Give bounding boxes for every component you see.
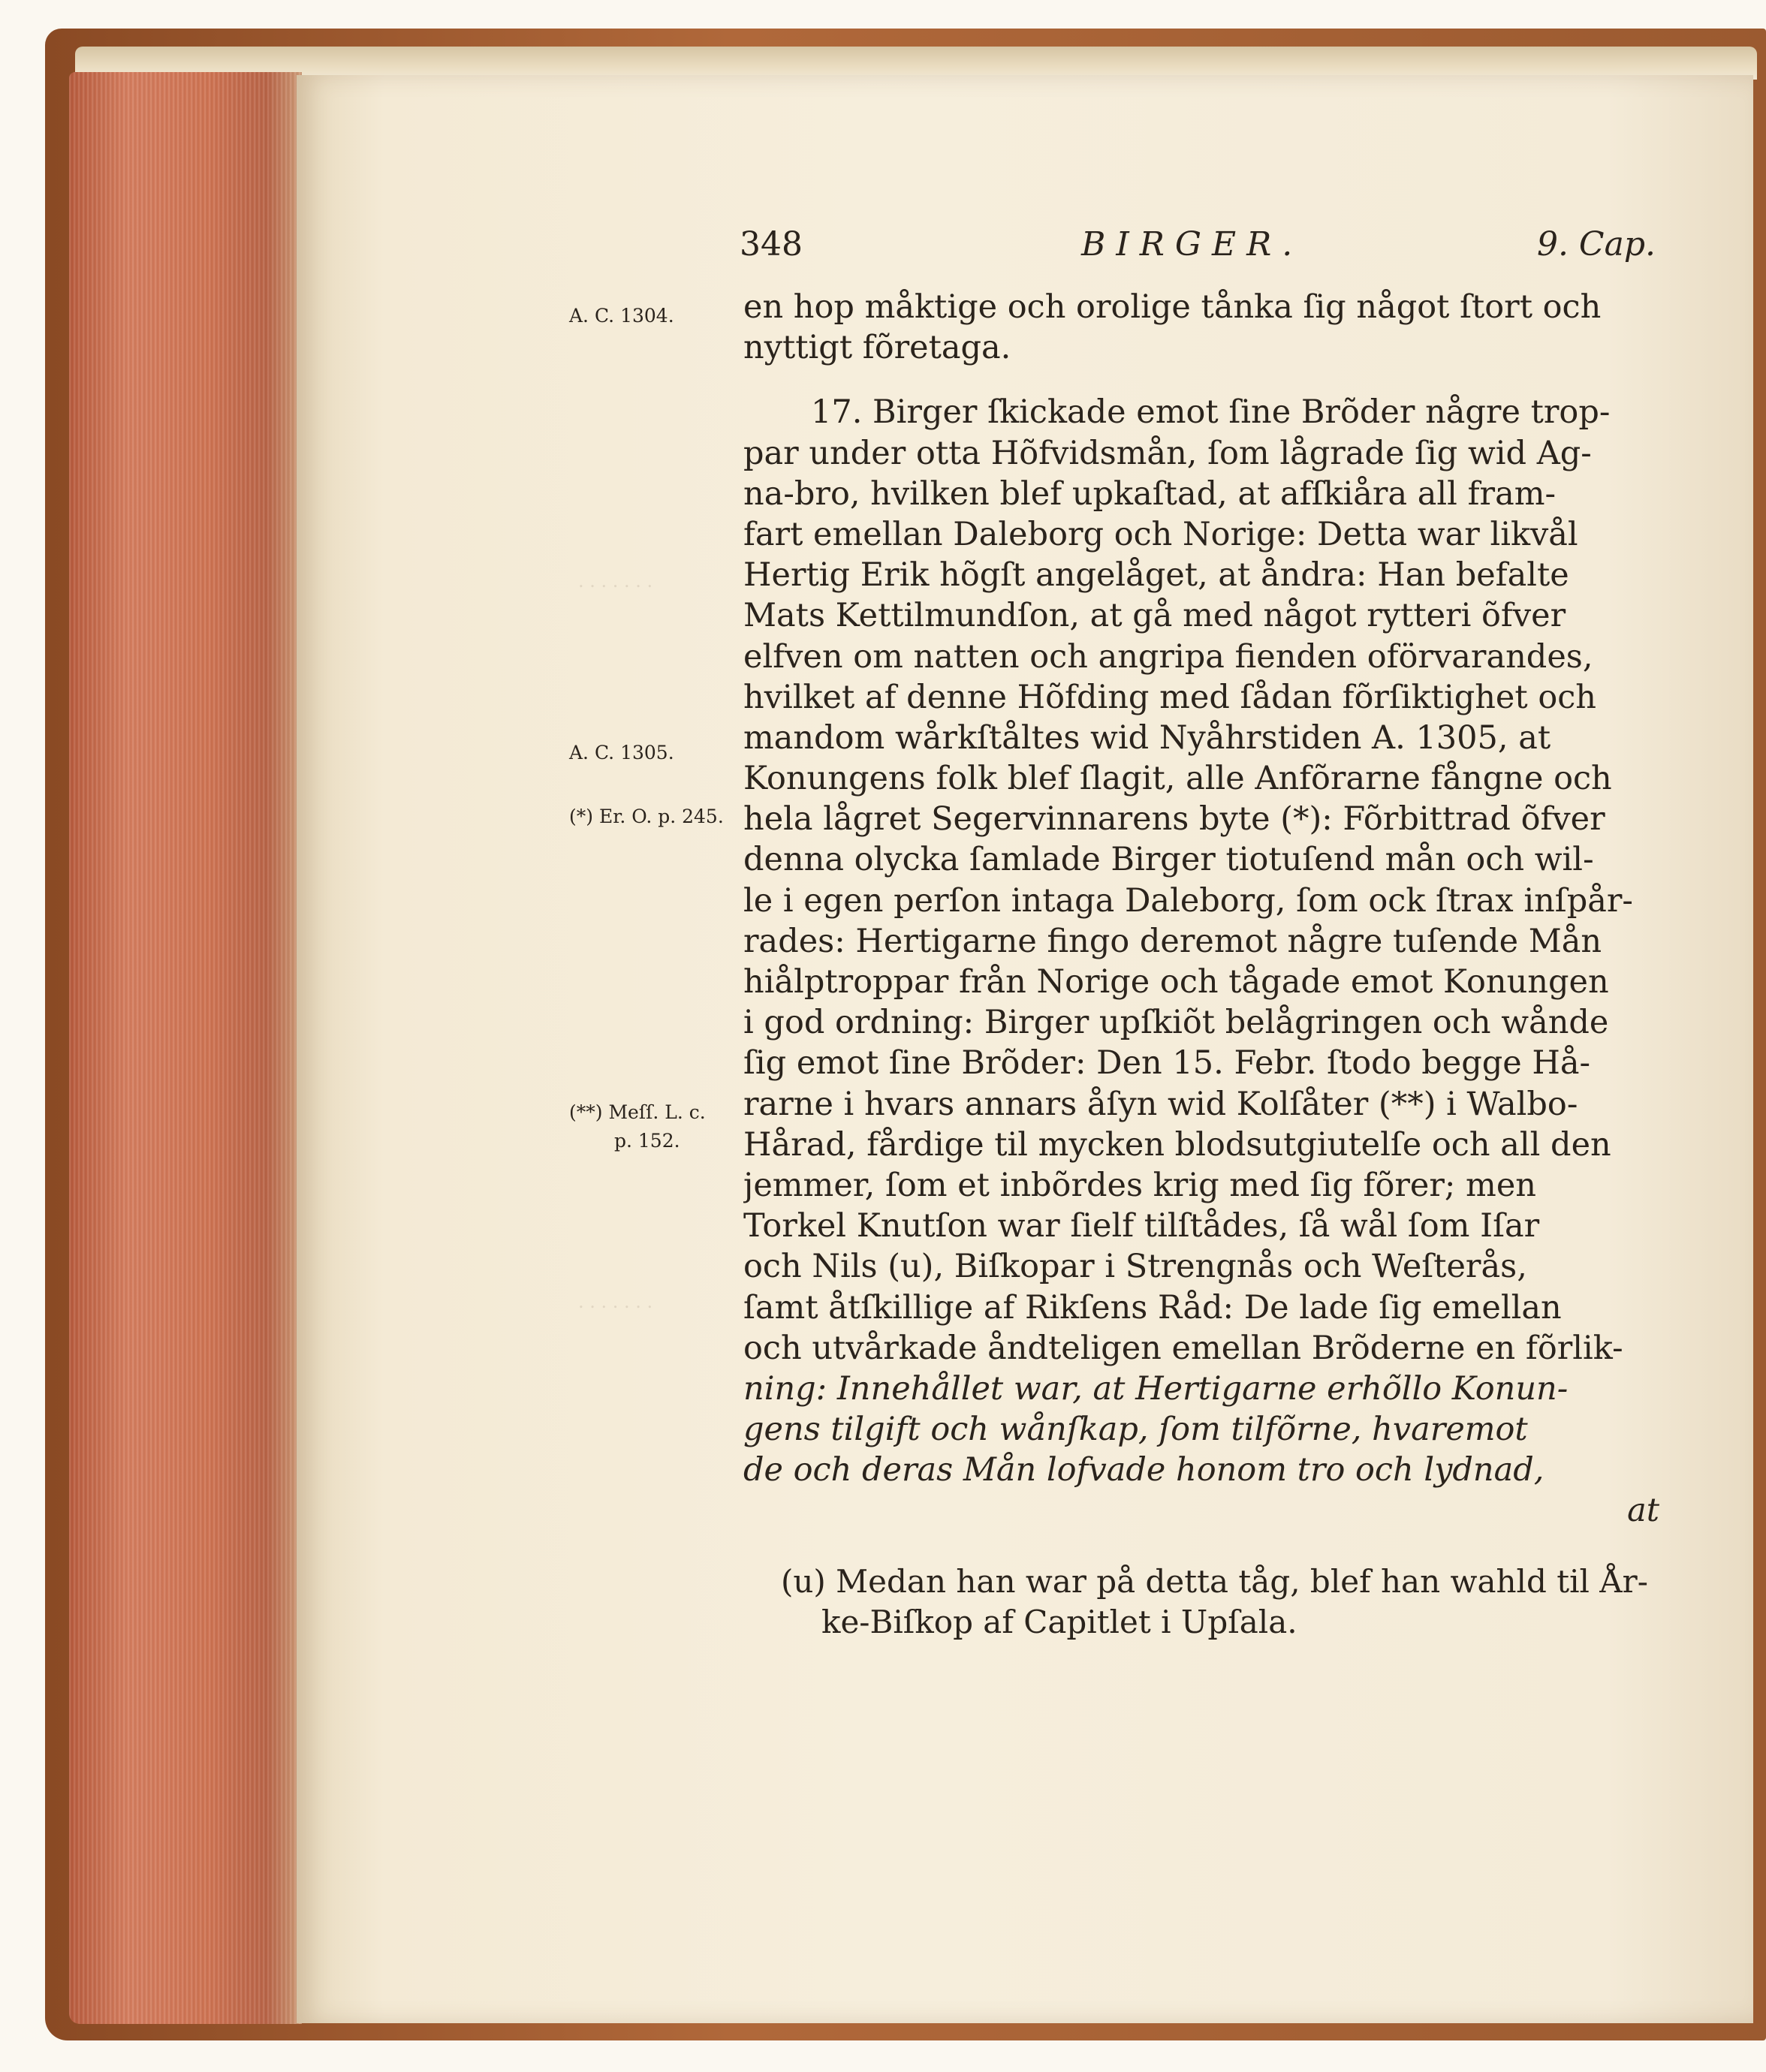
margin-note-year: A. C. 1304.	[569, 305, 674, 327]
text-line: och Nils (u), Biſkopar i Strengnås och Weſterås,	[743, 1248, 1527, 1286]
text-line: Torkel Knutſon war ſielf tilſtådes, ſå wål ſom Iſar	[743, 1207, 1540, 1245]
text-line: Hertig Erik hõgſt angelåget, at åndra: Han befalte	[743, 556, 1569, 595]
chapter-label: 9. Cap.	[1536, 225, 1656, 264]
margin-note-year: A. C. 1305.	[569, 742, 674, 763]
text-line: i god ordning: Birger upſkiõt belågringen och wånde	[743, 1004, 1609, 1042]
text-line: fart emellan Daleborg och Norige: Detta war likvål	[743, 515, 1578, 553]
text-line: na-bro, hvilken blef upkaſtad, at afſkiåra all fram-	[743, 474, 1557, 513]
page-number: 348	[740, 225, 803, 264]
running-title: BIRGER.	[1081, 225, 1303, 264]
bleed-through: . . . . . . .	[578, 1291, 653, 1312]
margin-note-reference: (**) Meſſ. L. c.	[569, 1101, 706, 1123]
text-line: ſamt åtſkillige af Rikſens Råd: De lade ſig emellan	[743, 1288, 1562, 1327]
text-line: rades: Hertigarne fingo deremot någre tuſende Mån	[743, 922, 1602, 960]
text-line: le i egen perſon intaga Daleborg, ſom ock ſtrax inſpår-	[743, 881, 1633, 920]
text-line: Mats Kettilmundſon, at gå med något rytteri õfver	[743, 597, 1566, 635]
text-line: ning: Innehållet war, at Hertigarne erhõllo Konun-	[743, 1369, 1569, 1408]
text-line: en hop måktige och orolige tånka ſig något ſtort och	[743, 288, 1602, 326]
text-line: ſig emot ſine Brõder: Den 15. Febr. ſtodo begge Hå-	[743, 1044, 1591, 1083]
text-line: rarne i hvars annars åſyn wid Kolſåter (**) i Walbo-	[743, 1085, 1578, 1123]
body-text	[743, 287, 1659, 1531]
text-line: Hårad, fårdige til mycken blodsutgiutelſe och all den	[743, 1125, 1611, 1164]
text-line: hela lågret Segervinnarens byte (*): Fõrbittrad õfver	[743, 800, 1605, 839]
footnote	[781, 1562, 1659, 1643]
text-line: Konungens folk blef ſlagit, alle Anfõrarne fångne och	[743, 760, 1612, 798]
footnote-line: (u) Medan han war på detta tåg, blef han wahld til År-	[781, 1563, 1648, 1600]
bleed-through: . . . . . . .	[578, 571, 653, 592]
text-line: de och deras Mån lofvade honom tro och lydnad,	[743, 1451, 1544, 1489]
text-line: gens tilgift och wånſkap, ſom tilfõrne, hvaremot	[743, 1411, 1528, 1449]
margin-note-reference: p. 152.	[614, 1130, 680, 1152]
text-line: hiålptroppar från Norige och tågade emot Konungen	[743, 963, 1609, 1001]
margin-note-reference: (*) Er. O. p. 245.	[569, 806, 724, 827]
text-line: jemmer, ſom et inbõrdes krig med ſig fõrer; men	[743, 1166, 1536, 1204]
text-line: denna olycka ſamlade Birger tiotuſend mån och wil-	[743, 841, 1594, 879]
text-line: par under otta Hõfvidsmån, ſom lågrade ſig wid Ag-	[743, 434, 1592, 472]
text-line: mandom wårkſtåltes wid Nyåhrstiden A. 1305, at	[743, 718, 1551, 757]
footnote-line: ke-Biſkop af Capitlet i Upſala.	[821, 1604, 1297, 1640]
text-line: elfven om natten och angripa fienden oförvarandes,	[743, 637, 1593, 676]
running-head	[740, 225, 1656, 270]
red-fore-edge	[69, 72, 302, 2024]
text-line: nyttigt fõretaga.	[743, 329, 1011, 367]
text-line: och utvårkade åndteligen emellan Brõderne en fõrlik-	[743, 1329, 1623, 1367]
text-line: hvilket af denne Hõfding med ſådan fõrſiktighet och	[743, 678, 1596, 716]
catchword: at	[1627, 1492, 1659, 1530]
text-line: 17. Birger ſkickade emot ſine Brõder någre trop-	[811, 393, 1611, 432]
